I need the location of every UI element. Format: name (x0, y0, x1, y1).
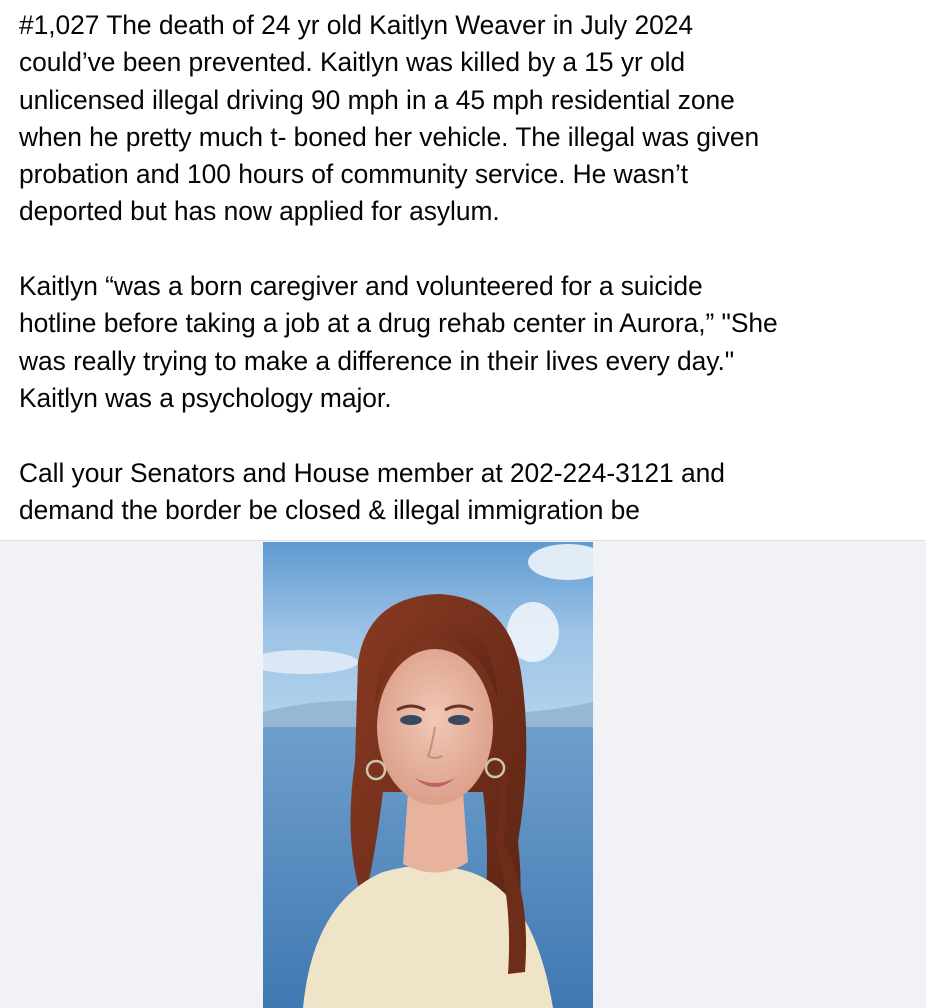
post-media[interactable] (0, 540, 926, 1008)
portrait-photo[interactable] (263, 542, 593, 1008)
portrait-image (263, 542, 593, 1008)
post-paragraph-1: #1,027 The death of 24 yr old Kaitlyn Weaver in July 2024 could’ve been prevented. Kaitlyn was killed by a 15 yr old unlicensed illegal driving 90 mph in a 45 mph residential zone when he pretty much t- boned her vehicle. The illegal was given probation and 100 hours of community service. He wasn’t deported but has now applied for asylum. (19, 10, 760, 227)
post-paragraph-3: Call your Senators and House member at 202-224-3121 and demand the border be closed & illegal immigration be (19, 457, 725, 525)
post-text (19, 7, 914, 529)
post-paragraph-2: Kaitlyn “was a born caregiver and volunteered for a suicide hotline before taking a job at a drug rehab center in Aurora,” "She was really trying to make a difference in their lives every day." Kaitlyn was a psychology major. (19, 271, 778, 413)
